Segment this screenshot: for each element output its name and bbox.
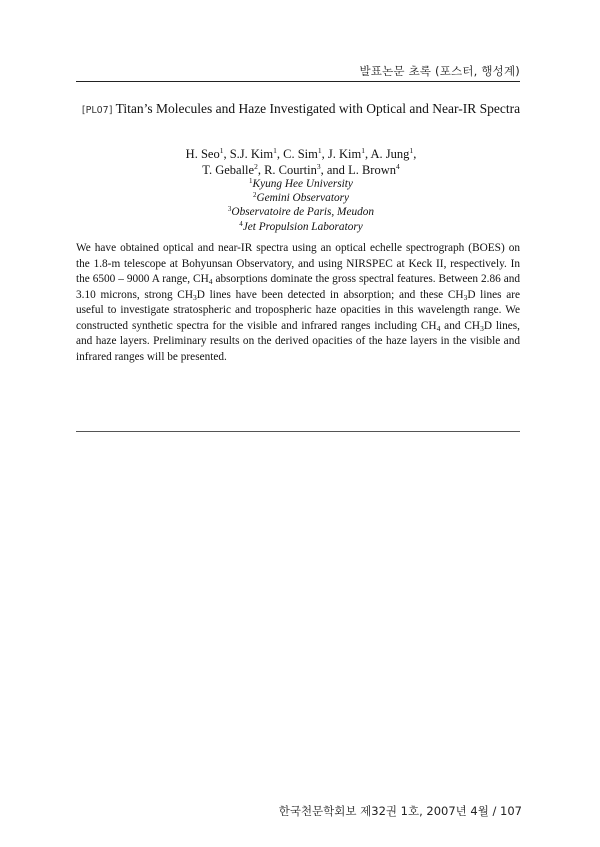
author-name: J. Kim [327, 147, 362, 161]
author-conjunction: and [326, 163, 345, 177]
author-name: T. Geballe [202, 163, 255, 177]
paper-code: [PL07] [81, 105, 113, 116]
footer-rule [76, 431, 520, 432]
author-affiliation-mark: 1 [409, 146, 414, 155]
author-name: S.J. Kim [229, 147, 274, 161]
author-affiliation-mark: 1 [361, 146, 365, 155]
affiliation-list [76, 177, 526, 234]
affiliation: $^1$Kyung Hee University [249, 177, 353, 190]
author-name: L. Brown [348, 163, 396, 177]
author-affiliation-mark: 1 [219, 146, 224, 155]
author-affiliation-mark: 4 [395, 162, 400, 171]
author-affiliation-mark: 1 [317, 146, 322, 155]
author-affiliation-mark: 1 [273, 146, 277, 155]
abstract-text: We have obtained optical and near-IR spectra using an optical echelle spectrograph (BOES) on the 1.8-m telescope at Bohyunsan Observatory, and using NIRSPEC at Keck II, respectively. In the 6500 – 9000 A range, $CH_4$ absorptions dominate the gross spectral features. Between 2.86 and 3.10 microns, strong $CH_3D$ lines have been detected in absorption; and these $CH_3D$ lines are useful to investigate stratospheric and tropospheric haze opacities in this wavelength range. We constructed synthetic spectra for the visible and infrared ranges including $CH_4$ and $CH_3D$ lines, and haze layers. Preliminary results on the derived opacities of the haze layers in the visible and infrared ranges will be presented. [76, 242, 521, 363]
section-label: 발표논문 초록 (포스터, 행성계) [359, 64, 520, 78]
author-name: A. Jung [370, 147, 410, 161]
affiliation: $^4$Jet Propulsion Laboratory [239, 219, 363, 233]
affiliation: $^3$Observatoire de Paris, Meudon [227, 205, 375, 219]
author-list: H. Seo$^1$, S.J. Kim$^1$, C. Sim$^1$, J. Kim$^1$, A. Jung$^1$, T. Geballe$^2$, R. Courtin$^3$, and L. Brown$^4$ [185, 146, 417, 177]
author-name: H. Seo [185, 147, 220, 161]
paper-title: Titan’s Molecules and Haze Investigated with Optical and Near-IR Spectra [115, 101, 521, 116]
header-rule [76, 81, 520, 82]
author-name: R. Courtin [264, 163, 317, 177]
author-name: C. Sim [283, 147, 318, 161]
paper-title-block [76, 100, 526, 119]
author-affiliation-mark: 2 [254, 162, 258, 171]
author-affiliation-mark: 3 [316, 162, 321, 171]
affiliation: $^2$Gemini Observatory [252, 191, 350, 205]
journal-info: 한국천문학회보 제32권 1호, 2007년 4월 / 107 [278, 804, 522, 818]
